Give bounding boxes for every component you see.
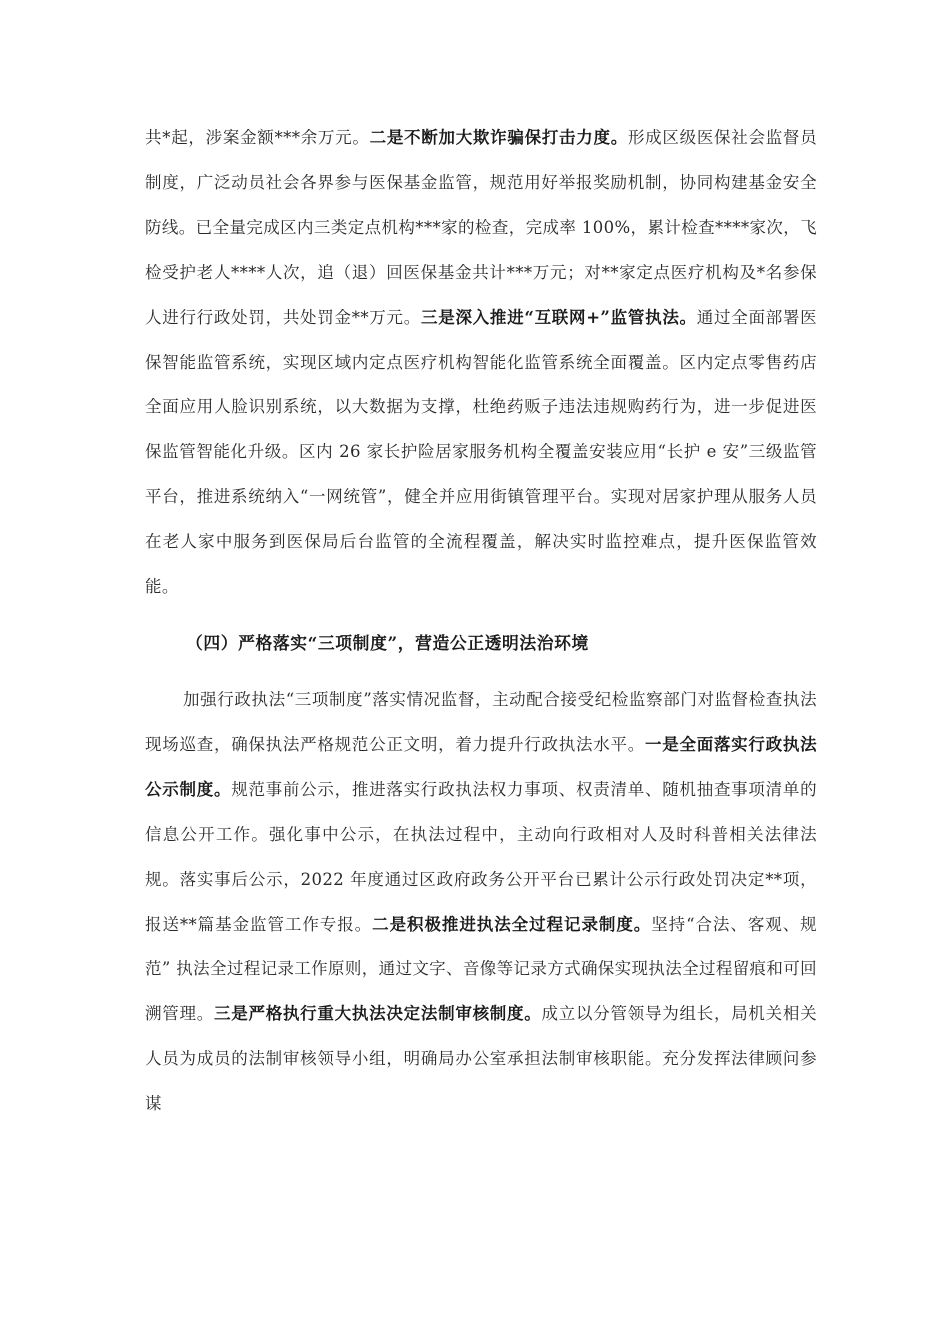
paragraph-1-run: 共*起，涉案金额***余万元。 xyxy=(145,128,370,147)
body-paragraph-3 xyxy=(145,678,817,1127)
body-paragraph-1 xyxy=(145,116,817,610)
paragraph-3-bold-lead: 三是严格执行重大执法决定法制审核制度。 xyxy=(213,1004,542,1024)
paragraph-3-run: 加强行政执法“三项制度”落实情况监督，主动配合接受纪检监察部门对监督检查执法现场巡查，确保执法严格规范公正文明，着力提升行政执法水平。 xyxy=(145,690,817,754)
paragraph-1-bold-lead: 三是深入推进“互联网+”监管执法。 xyxy=(420,307,697,327)
paragraph-1-run: 通过全面部署医保智能监管系统，实现区域内定点医疗机构智能化监管系统全面覆盖。区内定点零售药店全面应用人脸识别系统，以大数据为支撑，杜绝药贩子违法违规购药行为，进一步促进医保监管智能化升级。区内 26 家长护险居家服务机构全覆盖安装应用“长护 e 安”三级监管平台，推进系统纳入“一网统管”，健全并应用街镇管理平台。实现对居家护理从服务人员在老人家中服务到医保局后台监管的全流程覆盖，解决实时监控难点，提升医保监管效能。 xyxy=(145,307,817,597)
paragraph-3-run: 规范事前公示，推进落实行政执法权力事项、权责清单、随机抽查事项清单的信息公开工作。强化事中公示，在执法过程中，主动向行政相对人及时科普相关法律法规。落实事后公示，2022 年度通过区政府政务公开平台已累计公示行政处罚决定**项，报送**篇基金监管工作专报。 xyxy=(145,779,817,934)
paragraph-3-bold-lead: 二是积极推进执法全过程记录制度。 xyxy=(372,914,652,934)
paragraph-1-run: 形成区级医保社会监督员制度，广泛动员社会各界参与医保基金监管，规范用好举报奖励机制，协同构建基金安全防线。已全量完成区内三类定点机构***家的检查，完成率 100%，累计检查****家次，飞检受护老人****人次，追（退）回医保基金共计***万元；对**家定点医疗机构及*名参保人进行行政处罚，共处罚金**万元。 xyxy=(145,128,818,327)
paragraph-3-run: 成立以分管领导为组长，局机关相关人员为成员的法制审核领导小组，明确局办公室承担法制审核职能。充分发挥法律顾问参谋 xyxy=(145,1004,817,1114)
section-heading-4: （四）严格落实“三项制度”，营造公正透明法治环境 xyxy=(186,633,589,653)
paragraph-1-bold-lead: 二是不断加大欺诈骗保打击力度。 xyxy=(369,128,628,147)
paragraph-3-bold-lead: 一是全面落实行政执法公示制度。 xyxy=(145,734,817,799)
paragraph-3-run: 坚持“合法、客观、规范” 执法全过程记录工作原则，通过文字、音像等记录方式确保实现执法全过程留痕和可回溯管理。 xyxy=(145,914,817,1024)
